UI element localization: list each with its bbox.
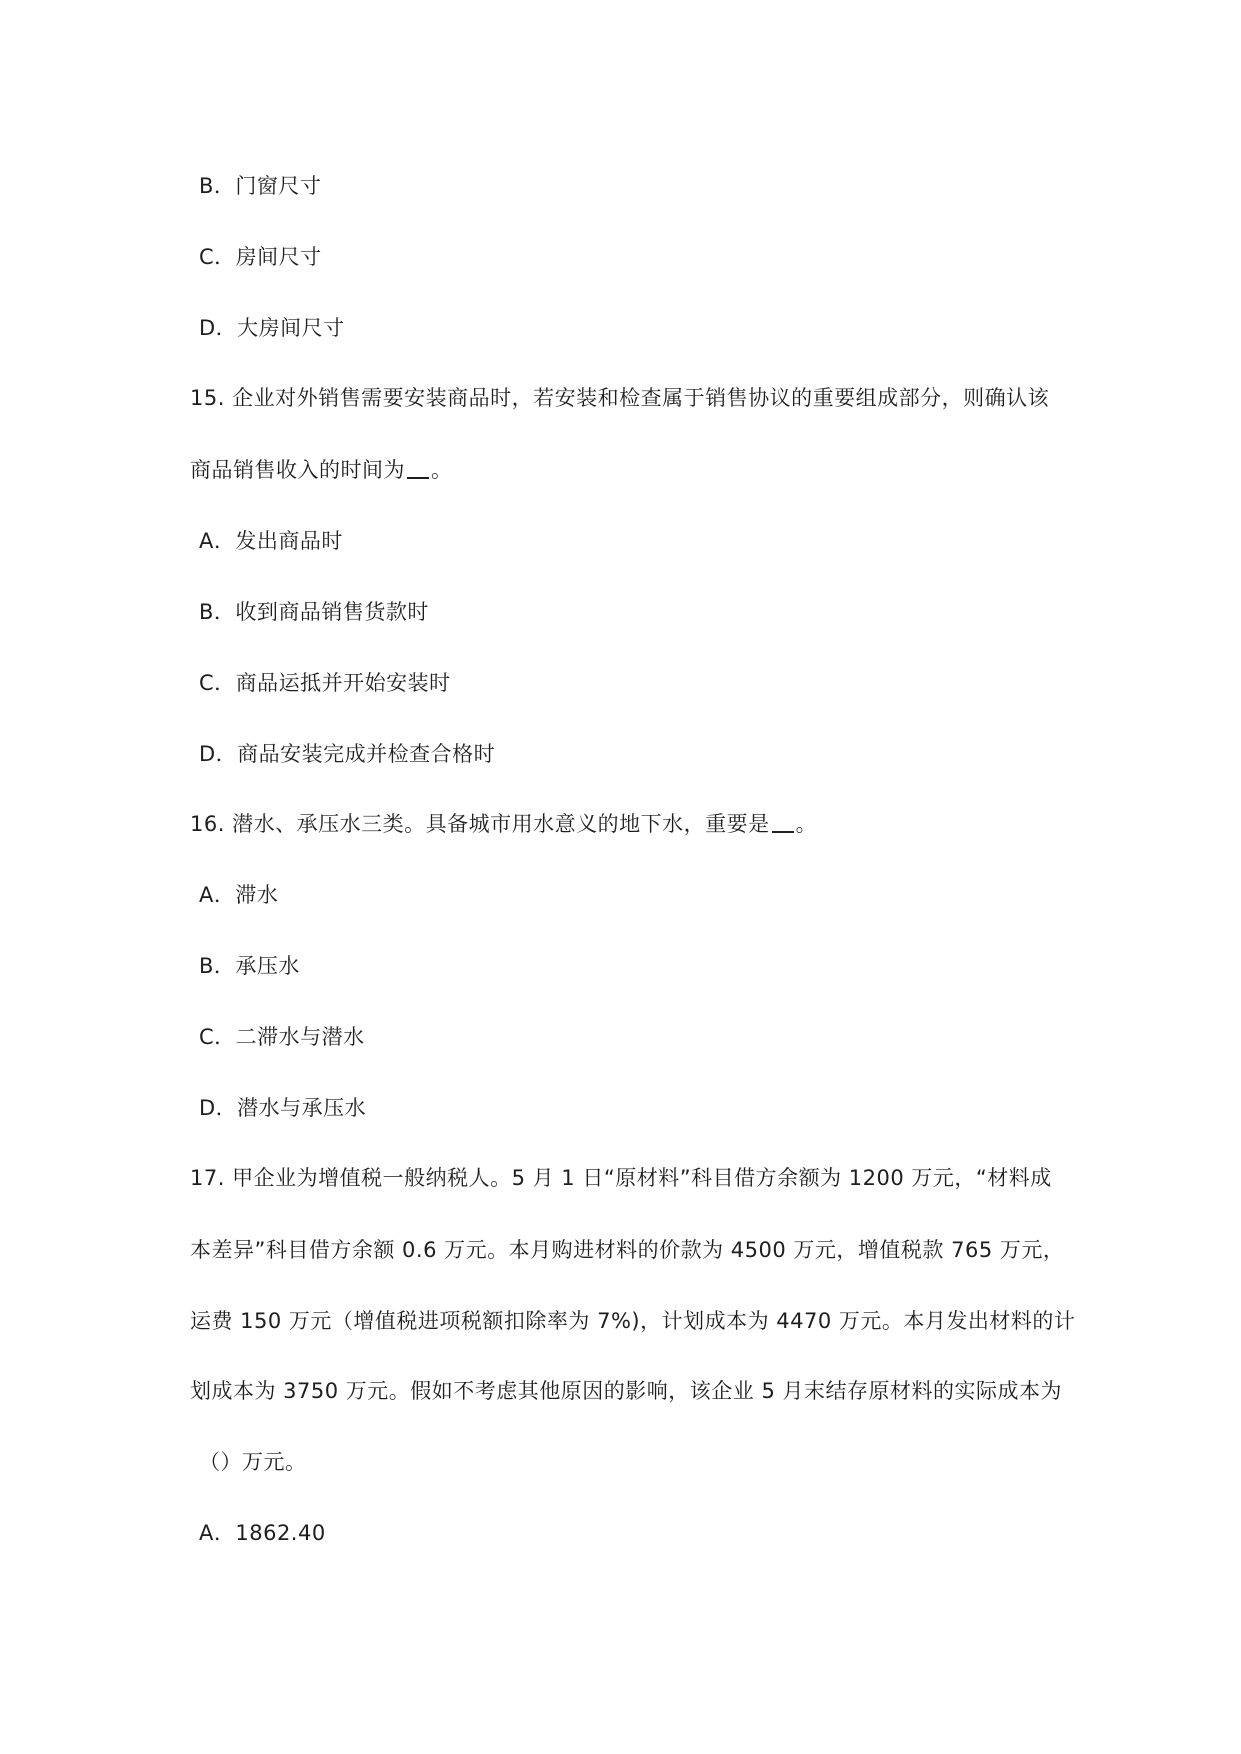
option-text: A．发出商品时	[199, 529, 343, 553]
question-text: （）万元。	[199, 1450, 307, 1474]
option-text: D．商品安装完成并检查合格时	[199, 742, 496, 766]
option-text: C．二滞水与潜水	[199, 1025, 365, 1049]
question-17-line-5	[199, 1447, 1079, 1477]
question-text-end: 。	[431, 458, 453, 482]
question-text: 划成本为 3750 万元。假如不考虑其他原因的影响，该企业 5 月末结存原材料的实际成本为	[190, 1379, 1063, 1403]
option-text: A．1862.40	[199, 1521, 326, 1545]
option-text: A．滞水	[199, 883, 279, 907]
option-d-q14	[199, 313, 1079, 343]
option-a-q17	[199, 1518, 1079, 1548]
option-c-q14	[199, 242, 1079, 272]
option-text: D．大房间尺寸	[199, 316, 345, 340]
option-b-q14	[199, 171, 1079, 201]
option-b-q15	[199, 597, 1079, 627]
question-17-line-3	[190, 1306, 1076, 1336]
question-text: 16. 潜水、承压水三类。具备城市用水意义的地下水，重要是	[190, 812, 770, 836]
question-text: 商品销售收入的时间为	[190, 458, 405, 482]
option-a-q16	[199, 880, 1079, 910]
question-17-line-1	[190, 1163, 1070, 1193]
question-text: 15. 企业对外销售需要安装商品时，若安装和检查属于销售协议的重要组成部分，则确认该	[190, 386, 1050, 410]
option-text: B．门窗尺寸	[199, 174, 322, 198]
option-text: B．收到商品销售货款时	[199, 600, 429, 624]
option-text: B．承压水	[199, 954, 300, 978]
option-text: D．潜水与承压水	[199, 1096, 367, 1120]
answer-blank	[407, 457, 429, 479]
question-16-line-1	[190, 809, 1070, 839]
option-c-q16	[199, 1022, 1079, 1052]
option-b-q16	[199, 951, 1079, 981]
question-17-line-2	[190, 1235, 1070, 1265]
question-text: 17. 甲企业为增值税一般纳税人。5 月 1 日“原材料”科目借方余额为 1200 万元，“材料成	[190, 1166, 1052, 1190]
answer-blank	[772, 811, 794, 833]
option-text: C．房间尺寸	[199, 245, 322, 269]
option-d-q15	[199, 739, 1079, 769]
option-d-q16	[199, 1093, 1079, 1123]
question-text: 运费 150 万元（增值税进项税额扣除率为 7%)，计划成本为 4470 万元。本月发出材料的计	[190, 1309, 1076, 1333]
option-text: C．商品运抵并开始安装时	[199, 671, 451, 695]
question-15-line-1	[190, 383, 1070, 413]
option-c-q15	[199, 668, 1079, 698]
question-17-line-4	[190, 1376, 1070, 1406]
option-a-q15	[199, 526, 1079, 556]
question-text-end: 。	[795, 812, 818, 836]
question-text: 本差异”科目借方余额 0.6 万元。本月购进材料的价款为 4500 万元，增值税款 765 万元，	[190, 1238, 1065, 1262]
question-15-line-2	[190, 455, 1070, 485]
